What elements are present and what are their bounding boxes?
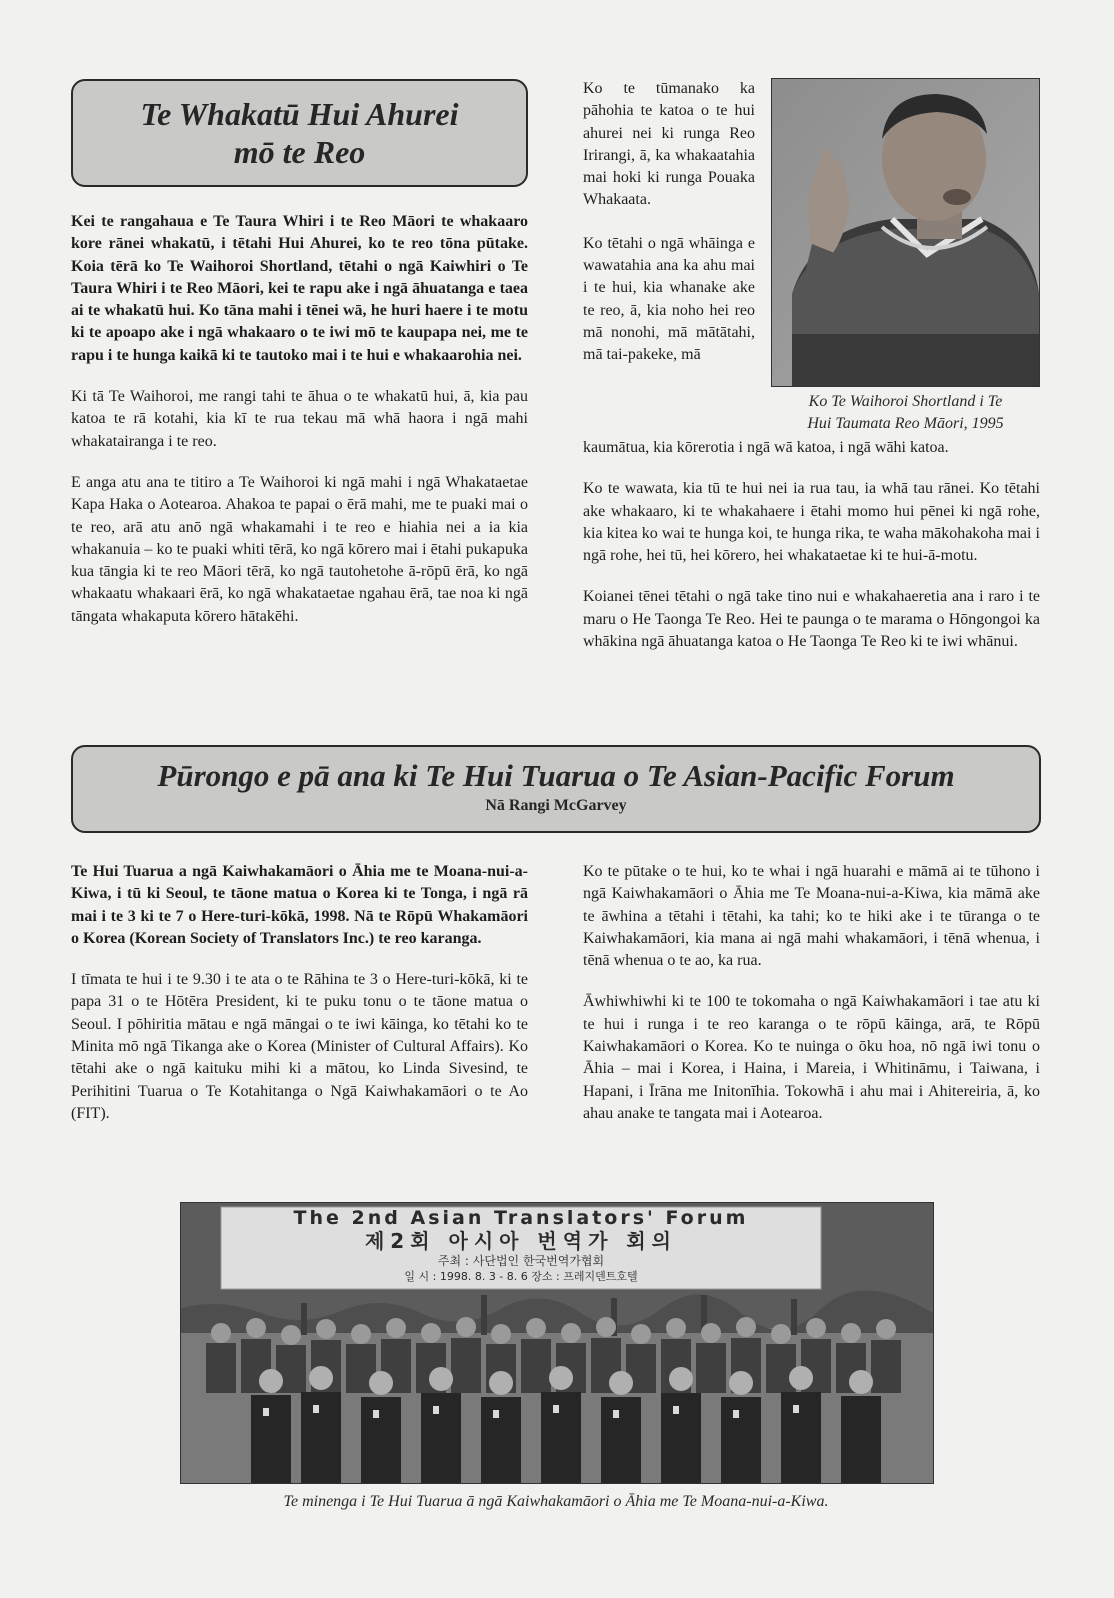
- forum-banner-line4: 일 시 : 1998. 8. 3 - 8. 6 장소 : 프레지덴트호텔: [404, 1270, 638, 1283]
- portrait-photo-image: [772, 79, 1039, 386]
- portrait-caption-line1: Ko Te Waihoroi Shortland i Te: [808, 393, 1003, 410]
- article2-left-column: [71, 861, 528, 1144]
- article2-right-column: [583, 861, 1040, 1144]
- forum-photo-banner-text: [225, 1207, 817, 1284]
- article1-right-column: [583, 437, 1040, 672]
- portrait-caption: [771, 391, 1040, 435]
- article2-title: Pūrongo e pā ana ki Te Hui Tuarua o Te Asian-Pacific Forum: [157, 758, 955, 793]
- article2-paragraph: Ko te pūtake o te hui, ko te whai i ngā huarahi e māmā ai te tūhono i ngā Kaiwhakamāori o Āhia me Te Moana-nui-a-Kiwa, kia māmā ake te āwhina a tētahi i tētahi, ka tahi; ko te hiki ake i te tūranga o te Kaiwhakamāori, kia mana ai ngā mahi whakamāori, i tēnā whenua, i tēnā whenua o te ao, ka rua.: [583, 863, 1040, 970]
- article1-left-column: [71, 211, 528, 647]
- article2-title-banner: [71, 745, 1041, 833]
- article1-paragraph: E anga atu ana te titiro a Te Waihoroi ki ngā mahi i ngā Whakataetae Kapa Haka o Aotearoa. Ahakoa te papai o ērā mahi, me te puaki mai o te reo, arā atu anō ngā whakamahi i te reo e hiahia nei a ia kia whakanuia – ko te puaki whiti tērā, ko ngā kōrero mai i ētahi pukapuka kua tāngia ki te reo Māori tērā, ko ngā tautohetohe ā-rōpū ērā, ko ngā whakaatu whakaari ērā, ko ngā whakataetae ngahau ērā, tae noa ki ngā tāngata whakaputa kōrero hātakēhi.: [71, 473, 528, 625]
- forum-banner-line1: The 2nd Asian Translators' Forum: [293, 1207, 749, 1229]
- forum-banner-line2: 제2회 아시아 번역가 회의: [364, 1229, 677, 1253]
- article1-lead: Kei te rangahaua e Te Taura Whiri i te Reo Māori te whakaaro kore rānei whakatū, i tētahi Hui Ahurei, ko te reo tōna pūtake. Koia tērā ko Te Waihoroi Shortland, tētahi o ngā Kaiwhiri o Te Taura Whiri i te Reo Māori, kei te rapu ake i ngā āhuatanga e taea ai te whakatū hui. Ko tāna mahi i tēnei wā, he huri haere i te motu ki te apoapo ake i ngā whakaaro o te iwi mō te kaupapa nei, me te rapu i te hunga kaikā ki te tautoko mai i te hui e whakaarohia nei.: [71, 213, 528, 364]
- article1-paragraph: Ko te wawata, kia tū te hui nei ia rua tau, ia whā tau rānei. Ko tētahi ake whakaaro, ki te whakahaere i ētahi momo hui pēnei ki ngā rohe, kia kitea ko wai te hunga koi, te hunga rika, te waha mākohakoha mai i ngā rohe, hei tū, hei kōrero, hei whakataetae ki te hui-ā-motu.: [583, 480, 1040, 565]
- article1-paragraph: Koianei tēnei tētahi o ngā take tino nui e whakahaeretia ana i raro i te maru o He Taonga Te Reo. Hei te paunga o te marama o Hōngongoi ka whākina ngā āhuatanga katoa o He Taonga Te Reo ki te iwi whānui.: [583, 588, 1040, 651]
- article2-paragraph: Āwhiwhiwhi ki te 100 te tokomaha o ngā Kaiwhakamāori i tae atu ki te hui i runga i te reo karanga o te rōpū kāinga, arā, te Rōpū Kaiwhakamāori o Korea. Ko te nuinga o ōku hoa, nō ngā iwi tonu o Āhia – mai i Korea, i Haina, i Mareia, i Whitināmu, i Taiwana, i Hapani, i Īrāna me Initonīhia. Tokowhā i ahu mai i Ahitereiria, ā, ko ahau anake te tangata mai i Aotearoa.: [583, 993, 1040, 1122]
- forum-photo-caption: Te minenga i Te Hui Tuarua ā ngā Kaiwhakamāori o Āhia me Te Moana-nui-a-Kiwa.: [283, 1493, 829, 1510]
- article1-title-line2: mō te Reo: [233, 134, 366, 170]
- article2-byline: Nā Rangi McGarvey: [485, 797, 627, 814]
- forum-group-photo: [180, 1202, 934, 1484]
- article2-lead: Te Hui Tuarua a ngā Kaiwhakamāori o Āhia me te Moana-nui-a-Kiwa, i tū ki Seoul, te tāone matua o Korea ki te Tonga, i ngā rā mai i te 3 ki te 7 o Here-turi-kōkā, 1998. Nā te Rōpū Whakamāori o Korea (Korean Society of Translators Inc.) te reo karanga.: [71, 863, 528, 947]
- article1-title-line1: Te Whakatū Hui Ahurei: [140, 96, 459, 132]
- portrait-caption-line2: Hui Taumata Reo Māori, 1995: [807, 415, 1004, 432]
- article1-right-narrow-column: [583, 78, 755, 367]
- article1-paragraph: Ko tētahi o ngā whāinga e wawatahia ana ka ahu mai i te hui, kia whanake ake te reo, ā, kia noho hei reo mā nonohi, mā mātātahi, mā tai-pakeke, mā: [583, 234, 755, 364]
- article1-paragraph: Ko te tūmanako ka pāhohia te katoa o te hui ahurei nei ki runga Reo Irirangi, ā, ka whakaatahia mai hoki ki runga Pouaka Whakaata.: [583, 80, 755, 209]
- forum-banner-line3: 주최 : 사단법인 한국번역가협회: [437, 1254, 605, 1268]
- article2-paragraph: I tīmata te hui i te 9.30 i te ata o te Rāhina te 3 o Here-turi-kōkā, ki te papa 31 o te Hōtēra President, ki te puku tonu o te tāone matua o Seoul. I pōhiritia mātau e ngā māngai o te iwi kāinga, ko tētahi ko te Minita mō ngā Tikanga ake o Korea (Minister of Cultural Affairs). Ko tētahi ake o ngā kaituku mihi ki a mātou, ko Linda Sivesind, te Perihitini Tuarua o Te Kotahitanga o Ngā Kaiwhakamāori o te Ao (FIT).: [71, 971, 528, 1122]
- article1-title-banner: [71, 79, 528, 187]
- article1-paragraph: kaumātua, kia kōrerotia i ngā wā katoa, i ngā wāhi katoa.: [583, 439, 949, 456]
- portrait-photo: [771, 78, 1040, 387]
- article1-paragraph: Ki tā Te Waihoroi, me rangi tahi te āhua o te whakatū hui, ā, kia pau katoa te rā kotahi, kia kī te rua tekau mā whā haora i ngā mahi whakatairanga i te reo.: [71, 388, 528, 450]
